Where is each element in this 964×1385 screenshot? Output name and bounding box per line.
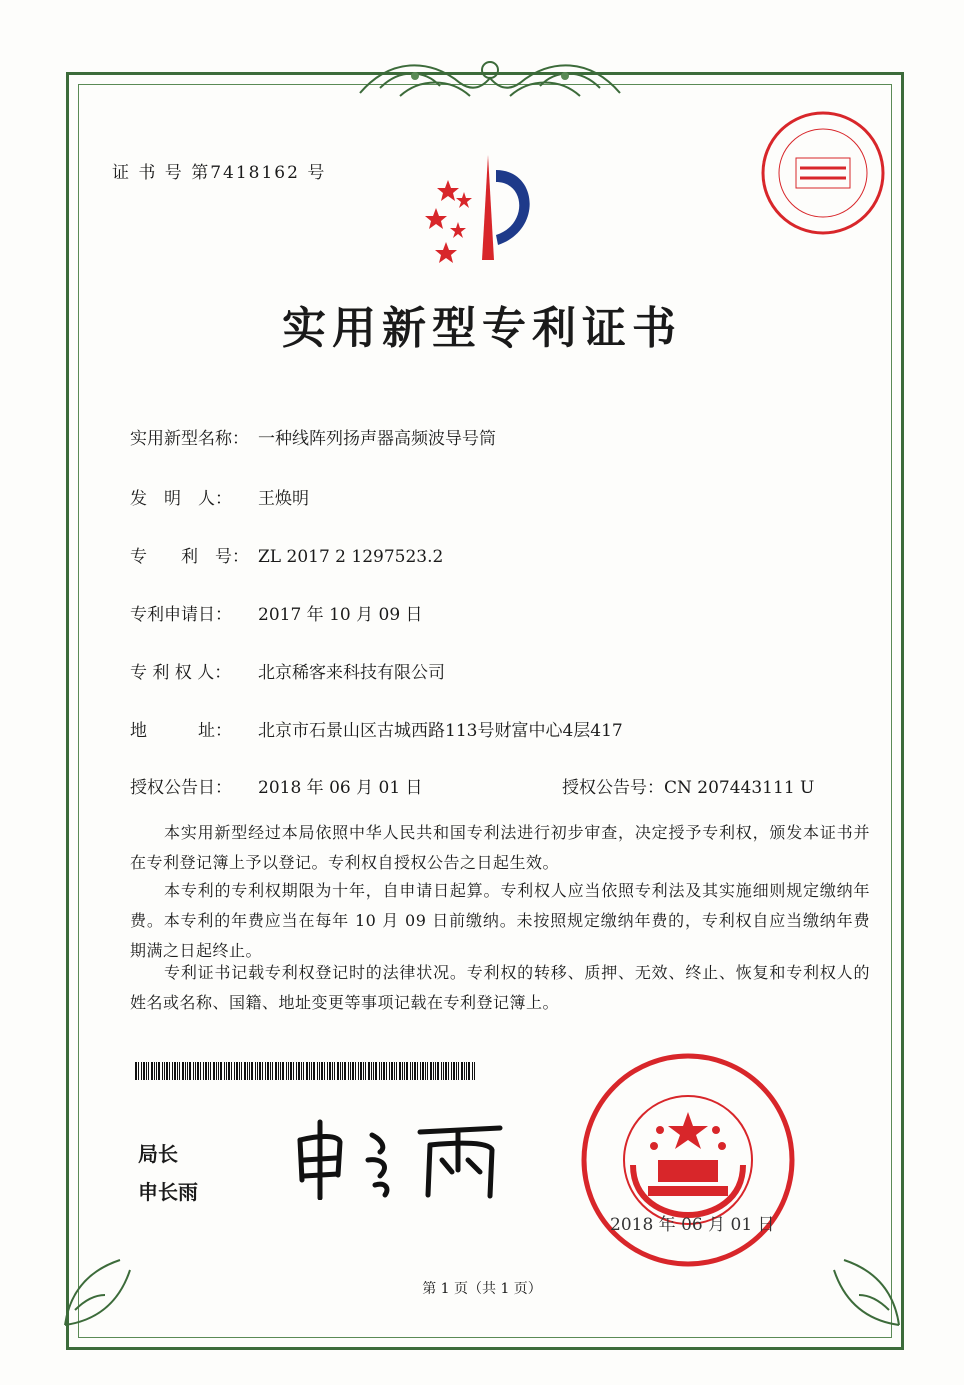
national-seal — [578, 1050, 798, 1270]
barcode-bar — [332, 1062, 333, 1080]
barcode-bar — [290, 1062, 292, 1080]
barcode-bar — [187, 1062, 188, 1080]
barcode-bar — [458, 1062, 459, 1080]
barcode-bar — [355, 1062, 356, 1080]
barcode-bar — [386, 1062, 387, 1080]
barcode-bar — [437, 1062, 439, 1080]
barcode-bar — [166, 1062, 168, 1080]
barcode-bar — [220, 1062, 222, 1080]
barcode-bar — [288, 1062, 289, 1080]
barcode-bar — [278, 1062, 279, 1080]
barcode-bar — [373, 1062, 374, 1080]
barcode-bar — [337, 1062, 339, 1080]
barcode-bar — [430, 1062, 432, 1080]
barcode-bar — [317, 1062, 318, 1080]
barcode-bar — [406, 1062, 408, 1080]
director-signature — [290, 1110, 510, 1200]
barcode-bar — [348, 1062, 349, 1080]
barcode-bar — [334, 1062, 335, 1080]
barcode-bar — [174, 1062, 176, 1080]
barcode-bar — [311, 1062, 312, 1080]
barcode-bar — [257, 1062, 258, 1080]
barcode-bar — [368, 1062, 370, 1080]
barcode-bar — [267, 1062, 269, 1080]
field-address: 地 址： 北京市石景山区古城西路113号财富中心4层417 — [130, 721, 623, 741]
director-title: 局长 — [138, 1142, 178, 1166]
barcode-bar — [306, 1062, 308, 1080]
barcode-bar — [461, 1062, 463, 1080]
barcode-bar — [371, 1062, 372, 1080]
barcode-bar — [441, 1062, 442, 1080]
barcode-bar — [435, 1062, 436, 1080]
barcode-bar — [177, 1062, 178, 1080]
barcode-bar — [363, 1062, 364, 1080]
barcode-bar — [456, 1062, 457, 1080]
barcode-bar — [425, 1062, 426, 1080]
barcode-bar — [224, 1062, 225, 1080]
barcode-bar — [389, 1062, 390, 1080]
barcode-bar — [342, 1062, 343, 1080]
barcode-bar — [321, 1062, 323, 1080]
tax-stamp — [758, 108, 888, 238]
barcode-bar — [169, 1062, 170, 1080]
barcode-bar — [185, 1062, 186, 1080]
barcode-bar — [402, 1062, 403, 1080]
barcode-bar — [443, 1062, 444, 1080]
barcode-bar — [301, 1062, 302, 1080]
barcode-bar — [286, 1062, 287, 1080]
barcode-bar — [148, 1062, 149, 1080]
barcode-bar — [451, 1062, 452, 1080]
barcode-bar — [319, 1062, 320, 1080]
barcode-bar — [420, 1062, 421, 1080]
barcode-bar — [239, 1062, 240, 1080]
barcode-bar — [228, 1062, 230, 1080]
barcode-bar — [218, 1062, 219, 1080]
barcode-bar — [410, 1062, 411, 1080]
page-title: 实用新型专利证书 — [282, 303, 682, 354]
barcode-bar — [216, 1062, 217, 1080]
field-utility-model-name: 实用新型名称： 一种线阵列扬声器高频波导号筒 — [130, 429, 496, 449]
director-name: 申长雨 — [138, 1180, 198, 1204]
field-patentee: 专 利 权 人： 北京稀客来科技有限公司 — [130, 663, 445, 683]
barcode-bar — [466, 1062, 467, 1080]
patent-office-logo — [418, 150, 548, 270]
barcode-bar — [275, 1062, 277, 1080]
barcode-bar — [195, 1062, 196, 1080]
barcode-bar — [146, 1062, 147, 1080]
barcode-bar — [172, 1062, 173, 1080]
field-grant-date: 授权公告日： 2018 年 06 月 01 日 — [130, 778, 423, 798]
barcode-bar — [327, 1062, 328, 1080]
barcode-bar — [280, 1062, 281, 1080]
barcode-bar — [324, 1062, 325, 1080]
barcode-bar — [259, 1062, 261, 1080]
barcode-bar — [249, 1062, 250, 1080]
barcode-bar — [352, 1062, 354, 1080]
barcode-bar — [313, 1062, 315, 1080]
barcode-bar — [241, 1062, 242, 1080]
barcode-bar — [272, 1062, 273, 1080]
barcode-bar — [231, 1062, 232, 1080]
barcode-bar — [303, 1062, 304, 1080]
seal-date: 2018 年 06 月 01 日 — [610, 1215, 775, 1235]
barcode-bar — [468, 1062, 470, 1080]
barcode-bar — [262, 1062, 263, 1080]
barcode-bar — [236, 1062, 238, 1080]
field-application-date: 专利申请日： 2017 年 10 月 09 日 — [130, 605, 423, 625]
barcode-bar — [293, 1062, 294, 1080]
field-publication-number: 授权公告号：CN 207443111 U — [562, 778, 815, 798]
top-ornament — [340, 48, 640, 108]
barcode-bar — [412, 1062, 413, 1080]
barcode-bar — [391, 1062, 393, 1080]
paragraph-2: 本专利的专利权期限为十年，自申请日起算。专利权人应当依照专利法及其实施细则规定缴纳年费。本专利的年费应当在每年 10 月 09 日前缴纳。未按照规定缴纳年费的，专利权自应当缴纳年费期满之日起终止。 — [130, 881, 870, 960]
barcode-bar — [422, 1062, 424, 1080]
barcode-bar — [138, 1062, 139, 1080]
barcode-bar — [464, 1062, 465, 1080]
barcode-bar — [379, 1062, 380, 1080]
barcode-bar — [179, 1062, 180, 1080]
barcode-bar — [417, 1062, 418, 1080]
barcode-bar — [205, 1062, 207, 1080]
barcode-bar — [156, 1062, 157, 1080]
barcode-bar — [226, 1062, 227, 1080]
barcode-bar — [255, 1062, 256, 1080]
barcode-bar — [340, 1062, 341, 1080]
barcode-bar — [247, 1062, 248, 1080]
barcode-bar — [381, 1062, 382, 1080]
barcode-bar — [414, 1062, 416, 1080]
barcode-bar — [445, 1062, 447, 1080]
page-footer: 第 1 页（共 1 页） — [422, 1281, 542, 1297]
barcode-bar — [448, 1062, 449, 1080]
barcode-bar — [350, 1062, 351, 1080]
barcode-bar — [282, 1062, 284, 1080]
barcode-bar — [213, 1062, 215, 1080]
barcode-bar — [203, 1062, 204, 1080]
barcode-bar — [383, 1062, 385, 1080]
barcode-bar — [210, 1062, 211, 1080]
paragraph-1: 本实用新型经过本局依照中华人民共和国专利法进行初步审查，决定授予专利权，颁发本证书并在专利登记簿上予以登记。专利权自授权公告之日起生效。 — [130, 823, 870, 872]
barcode-bar — [296, 1062, 297, 1080]
barcode-bar — [182, 1062, 184, 1080]
paragraph-3: 专利证书记载专利权登记时的法律状况。专利权的转移、质押、无效、终止、恢复和专利权人的姓名或名称、国籍、地址变更等事项记载在专利登记簿上。 — [130, 963, 870, 1012]
barcode — [135, 1062, 475, 1080]
field-patent-number: 专 利 号： ZL 2017 2 1297523.2 — [130, 547, 444, 567]
barcode-bar — [309, 1062, 310, 1080]
barcode-bar — [472, 1062, 473, 1080]
barcode-bar — [265, 1062, 266, 1080]
barcode-bar — [344, 1062, 346, 1080]
barcode-bar — [433, 1062, 434, 1080]
barcode-bar — [375, 1062, 377, 1080]
barcode-bar — [394, 1062, 395, 1080]
barcode-bar — [396, 1062, 397, 1080]
barcode-bar — [164, 1062, 165, 1080]
barcode-bar — [329, 1062, 331, 1080]
barcode-bar — [162, 1062, 163, 1080]
barcode-bar — [399, 1062, 401, 1080]
barcode-bar — [143, 1062, 145, 1080]
barcode-bar — [251, 1062, 253, 1080]
barcode-bar — [154, 1062, 155, 1080]
barcode-bar — [234, 1062, 235, 1080]
barcode-bar — [427, 1062, 428, 1080]
barcode-bar — [298, 1062, 300, 1080]
barcode-bar — [197, 1062, 199, 1080]
barcode-bar — [151, 1062, 153, 1080]
barcode-bar — [404, 1062, 405, 1080]
barcode-bar — [189, 1062, 191, 1080]
field-inventor: 发 明 人： 王焕明 — [130, 489, 309, 509]
barcode-bar — [474, 1062, 475, 1080]
barcode-bar — [358, 1062, 359, 1080]
barcode-bar — [208, 1062, 209, 1080]
barcode-bar — [158, 1062, 160, 1080]
certificate-number: 证 书 号 第7418162 号 — [112, 163, 327, 183]
barcode-bar — [135, 1062, 137, 1080]
barcode-bar — [360, 1062, 362, 1080]
barcode-bar — [244, 1062, 246, 1080]
barcode-bar — [200, 1062, 201, 1080]
barcode-bar — [193, 1062, 194, 1080]
barcode-bar — [453, 1062, 455, 1080]
barcode-bar — [270, 1062, 271, 1080]
barcode-bar — [365, 1062, 366, 1080]
barcode-bar — [141, 1062, 142, 1080]
